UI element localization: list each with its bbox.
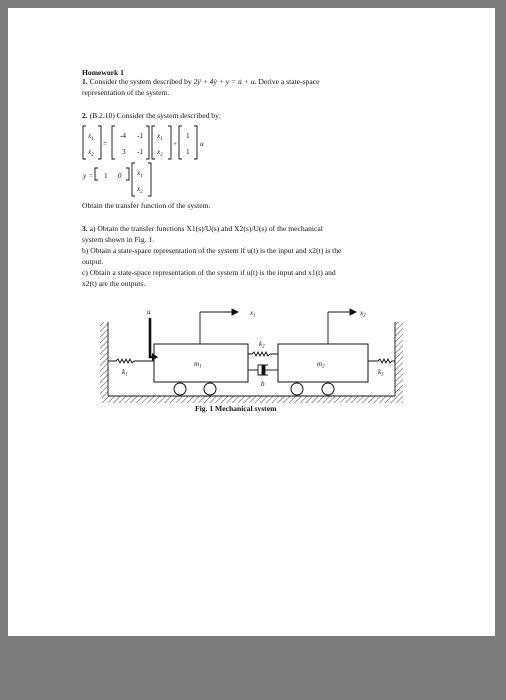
wheel-m1-left: [174, 383, 186, 395]
label-x2: $x_2$: [360, 309, 366, 319]
question-1-number: 1.: [82, 77, 88, 86]
state-space-equations: [82, 122, 242, 202]
label-m1: $m_1$: [194, 360, 202, 370]
equals-sign: =: [103, 140, 108, 148]
label-k1: $k_1$: [122, 368, 128, 378]
a22: -1: [137, 148, 143, 156]
label-u: u: [147, 308, 151, 316]
mass-m2: [278, 344, 368, 382]
question-2-footer: Obtain the transfer function of the system.: [82, 201, 211, 210]
question-3-line-2: system shown in Fig. 1.: [82, 235, 155, 244]
input-u: u: [200, 140, 204, 148]
x1-indicator: [200, 309, 238, 344]
label-x1: $x_1$: [250, 309, 256, 319]
mass-m1: [154, 344, 248, 382]
b1: 1: [186, 132, 190, 140]
mechanical-system-figure: [82, 304, 422, 419]
equals-sign-2: =: [89, 172, 94, 180]
x2: $x_2$: [157, 148, 163, 158]
x1: $x_1$: [157, 132, 163, 142]
question-1-equation: 2ÿ + 4ẏ + y = u̇ + u: [193, 77, 255, 86]
ground: [102, 396, 403, 403]
a21: 3: [122, 148, 126, 156]
question-2-text: (B.2.10) Consider the system described by:: [87, 111, 221, 120]
question-3-line-6: x2(t) are the outputs.: [82, 279, 146, 288]
a12: -1: [137, 132, 143, 140]
a11: -4: [120, 132, 126, 140]
b2: 1: [186, 148, 190, 156]
label-m2: $m_2$: [317, 360, 325, 370]
question-2-line: [82, 111, 221, 121]
question-3-line-a: a) Obtain the transfer functions X1(s)/U(s) and X2(s)/U(s) of the mechanical: [87, 224, 323, 233]
left-wall: [100, 322, 108, 396]
xdot2: ẋ$_2$: [88, 148, 94, 158]
question-1-line-2: representation of the system.: [82, 88, 170, 97]
output-y: y: [83, 172, 87, 180]
wheel-m1-right: [204, 383, 216, 395]
c2: 0: [118, 172, 122, 180]
out-x1: $x_1$: [137, 169, 143, 179]
c1: 1: [104, 172, 108, 180]
damper-b: [248, 365, 278, 375]
wheel-m2-right: [322, 383, 334, 395]
question-3-line-5: c) Obtain a state-space representation of the system if u(t) is the input and x1(t) and: [82, 268, 336, 277]
question-2-number: 2.: [82, 111, 88, 120]
xdot1: ẋ$_1$: [88, 132, 94, 142]
figure-caption: Fig. 1 Mechanical system: [195, 404, 277, 413]
out-x2: $x_2$: [137, 185, 143, 195]
wheel-m2-left: [291, 383, 303, 395]
question-3-number: 3.: [82, 224, 88, 233]
question-1-text-b: . Derive a state-space: [254, 77, 320, 86]
plus-sign: +: [173, 140, 178, 148]
label-k3: $k_3$: [378, 368, 384, 378]
spring-k2: [248, 352, 278, 356]
homework-title: Homework 1: [82, 68, 124, 77]
spring-k3: [368, 359, 395, 363]
question-1-line-1: [82, 77, 320, 87]
question-3-line-1: [82, 224, 323, 234]
label-k2: $k_2$: [259, 340, 265, 350]
question-1-text-a: Consider the system described by: [87, 77, 194, 86]
question-3-line-4: output.: [82, 257, 104, 266]
label-b: b: [261, 380, 265, 388]
right-wall: [395, 322, 403, 396]
x2-indicator: [328, 309, 356, 344]
spring-k1: [108, 359, 154, 363]
question-3-line-3: b) Obtain a state-space representation of the system if u(t) is the input and x2(t) is the: [82, 246, 342, 255]
